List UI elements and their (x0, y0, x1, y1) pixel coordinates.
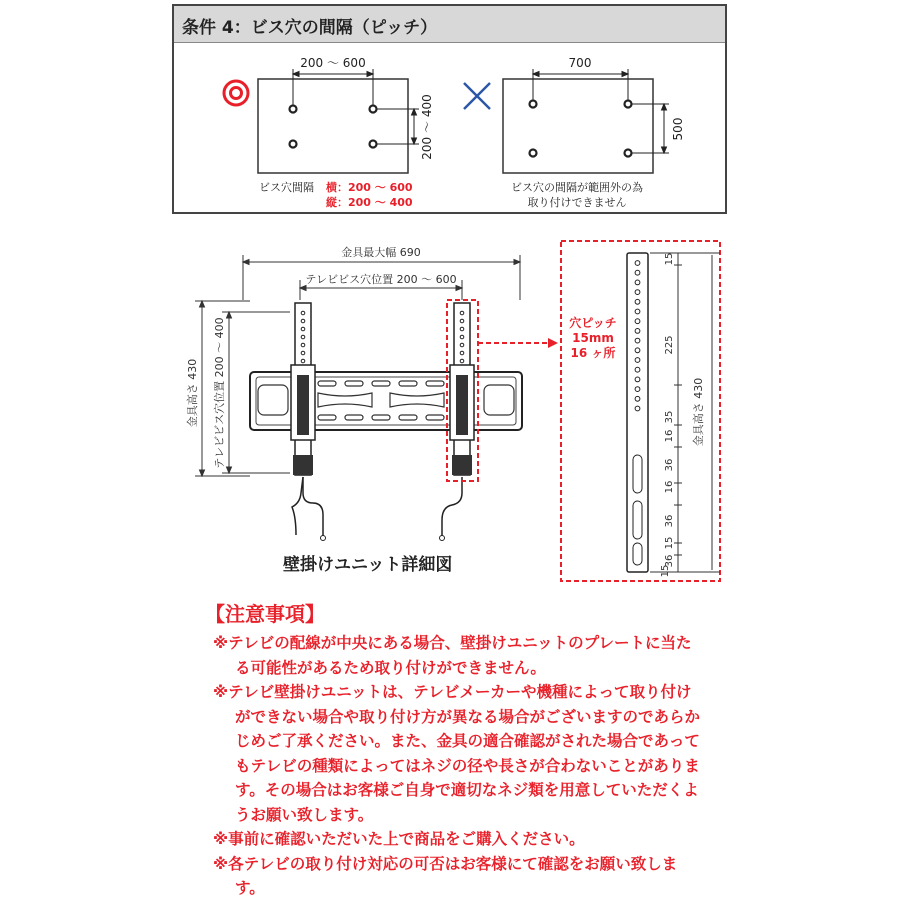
ng-dim-horizontal: 700 (568, 56, 592, 70)
pitch-hole (635, 358, 640, 363)
detail-dim-label: 16 (664, 480, 675, 494)
detail-dim-label: 36 (664, 554, 675, 568)
pitch-hole (635, 309, 640, 314)
unit-caption: 壁掛けユニット詳細図 (283, 555, 453, 575)
detail-dimension-labels (660, 253, 675, 578)
ok-panel (258, 79, 408, 173)
arrow-icon (548, 338, 558, 348)
condition-panel (172, 4, 727, 214)
notes-title: 【注意事項】 (205, 602, 325, 626)
detail-dim-label: 15 (664, 536, 675, 550)
pitch-hole (635, 338, 640, 343)
ok-caption-label: ビス穴間隔 (259, 181, 314, 194)
note-item: ※各テレビの取り付け対応の可否はお客様にて確認をお願い致します。 (213, 854, 678, 897)
double-circle-icon (224, 81, 248, 105)
detail-dim-label: 36 (664, 458, 675, 472)
ok-caption-h: 横：200 ～ 600 (326, 181, 413, 194)
pitch-hole (635, 270, 640, 275)
pitch-hole (635, 348, 640, 353)
pitch-hole (635, 406, 640, 411)
max-width-label: 金具最大幅 690 (341, 246, 421, 259)
pitch-hole (635, 377, 640, 382)
note-item: ※事前に確認いただいた上で商品をご購入ください。 (213, 830, 585, 848)
ng-caption-line2: 取り付けできません (527, 196, 627, 209)
pitch-hole (635, 396, 640, 401)
detail-dim-label: 15 (660, 564, 671, 578)
cross-icon (464, 83, 490, 109)
ng-panel (503, 79, 653, 173)
detail-dim-label: 35 (664, 410, 675, 424)
detail-dim-label: 15 (664, 252, 675, 266)
pitch-hole (635, 387, 640, 392)
ok-dim-horizontal: 200 ～ 600 (300, 56, 366, 70)
ok-caption-v: 縦：200 ～ 400 (326, 196, 413, 209)
detail-height-label: 金具高さ 430 (692, 377, 705, 447)
pitch-hole (635, 261, 640, 266)
condition-diagrams (174, 43, 725, 213)
ok-dim-vertical: 200 ～ 400 (420, 94, 434, 160)
pitch-label-1: 穴ピッチ (569, 316, 617, 330)
detail-dim-label: 16 (664, 429, 675, 443)
detail-arm (627, 253, 648, 572)
condition-title: 条件 4：ビス穴の間隔（ピッチ） (182, 18, 438, 38)
pitch-hole (635, 329, 640, 334)
note-item: ※テレビ壁掛けユニットは、テレビメーカーや機種によって取り付けができない場合や取り付け方が異なる場合がございますのであらかじめご了承ください。また、金具の適合確認がされた場合であってもテレビの種類によってはネジの径や長さが合わないことがあります。その場合はお客様ご自身で適切なネジ類を用意していただくようお願い致します。 (213, 683, 701, 824)
pitch-label-3: 16 ヶ所 (570, 346, 616, 360)
detail-dim-label: 225 (664, 335, 675, 355)
ng-dim-vertical: 500 (671, 117, 685, 141)
condition-header (174, 6, 725, 43)
bracket-height-label: 金具高さ 430 (186, 358, 199, 428)
pitch-hole (635, 367, 640, 372)
pitch-hole (635, 290, 640, 295)
note-item: ※テレビの配線が中央にある場合、壁掛けユニットのプレートに当たる可能性があるため取り付けができません。 (213, 634, 692, 677)
pitch-hole (635, 299, 640, 304)
pitch-hole (635, 280, 640, 285)
pitch-hole (635, 319, 640, 324)
tv-hole-vertical-label: テレビビス穴位置 200 ～ 400 (213, 317, 226, 469)
ng-caption-line1: ビス穴の間隔が範囲外の為 (511, 181, 643, 194)
detail-dim-label: 36 (664, 514, 675, 528)
tv-hole-position-label: テレビビス穴位置 200 ～ 600 (305, 273, 457, 286)
pitch-label-2: 15mm (572, 331, 614, 345)
notes-section (205, 598, 705, 901)
